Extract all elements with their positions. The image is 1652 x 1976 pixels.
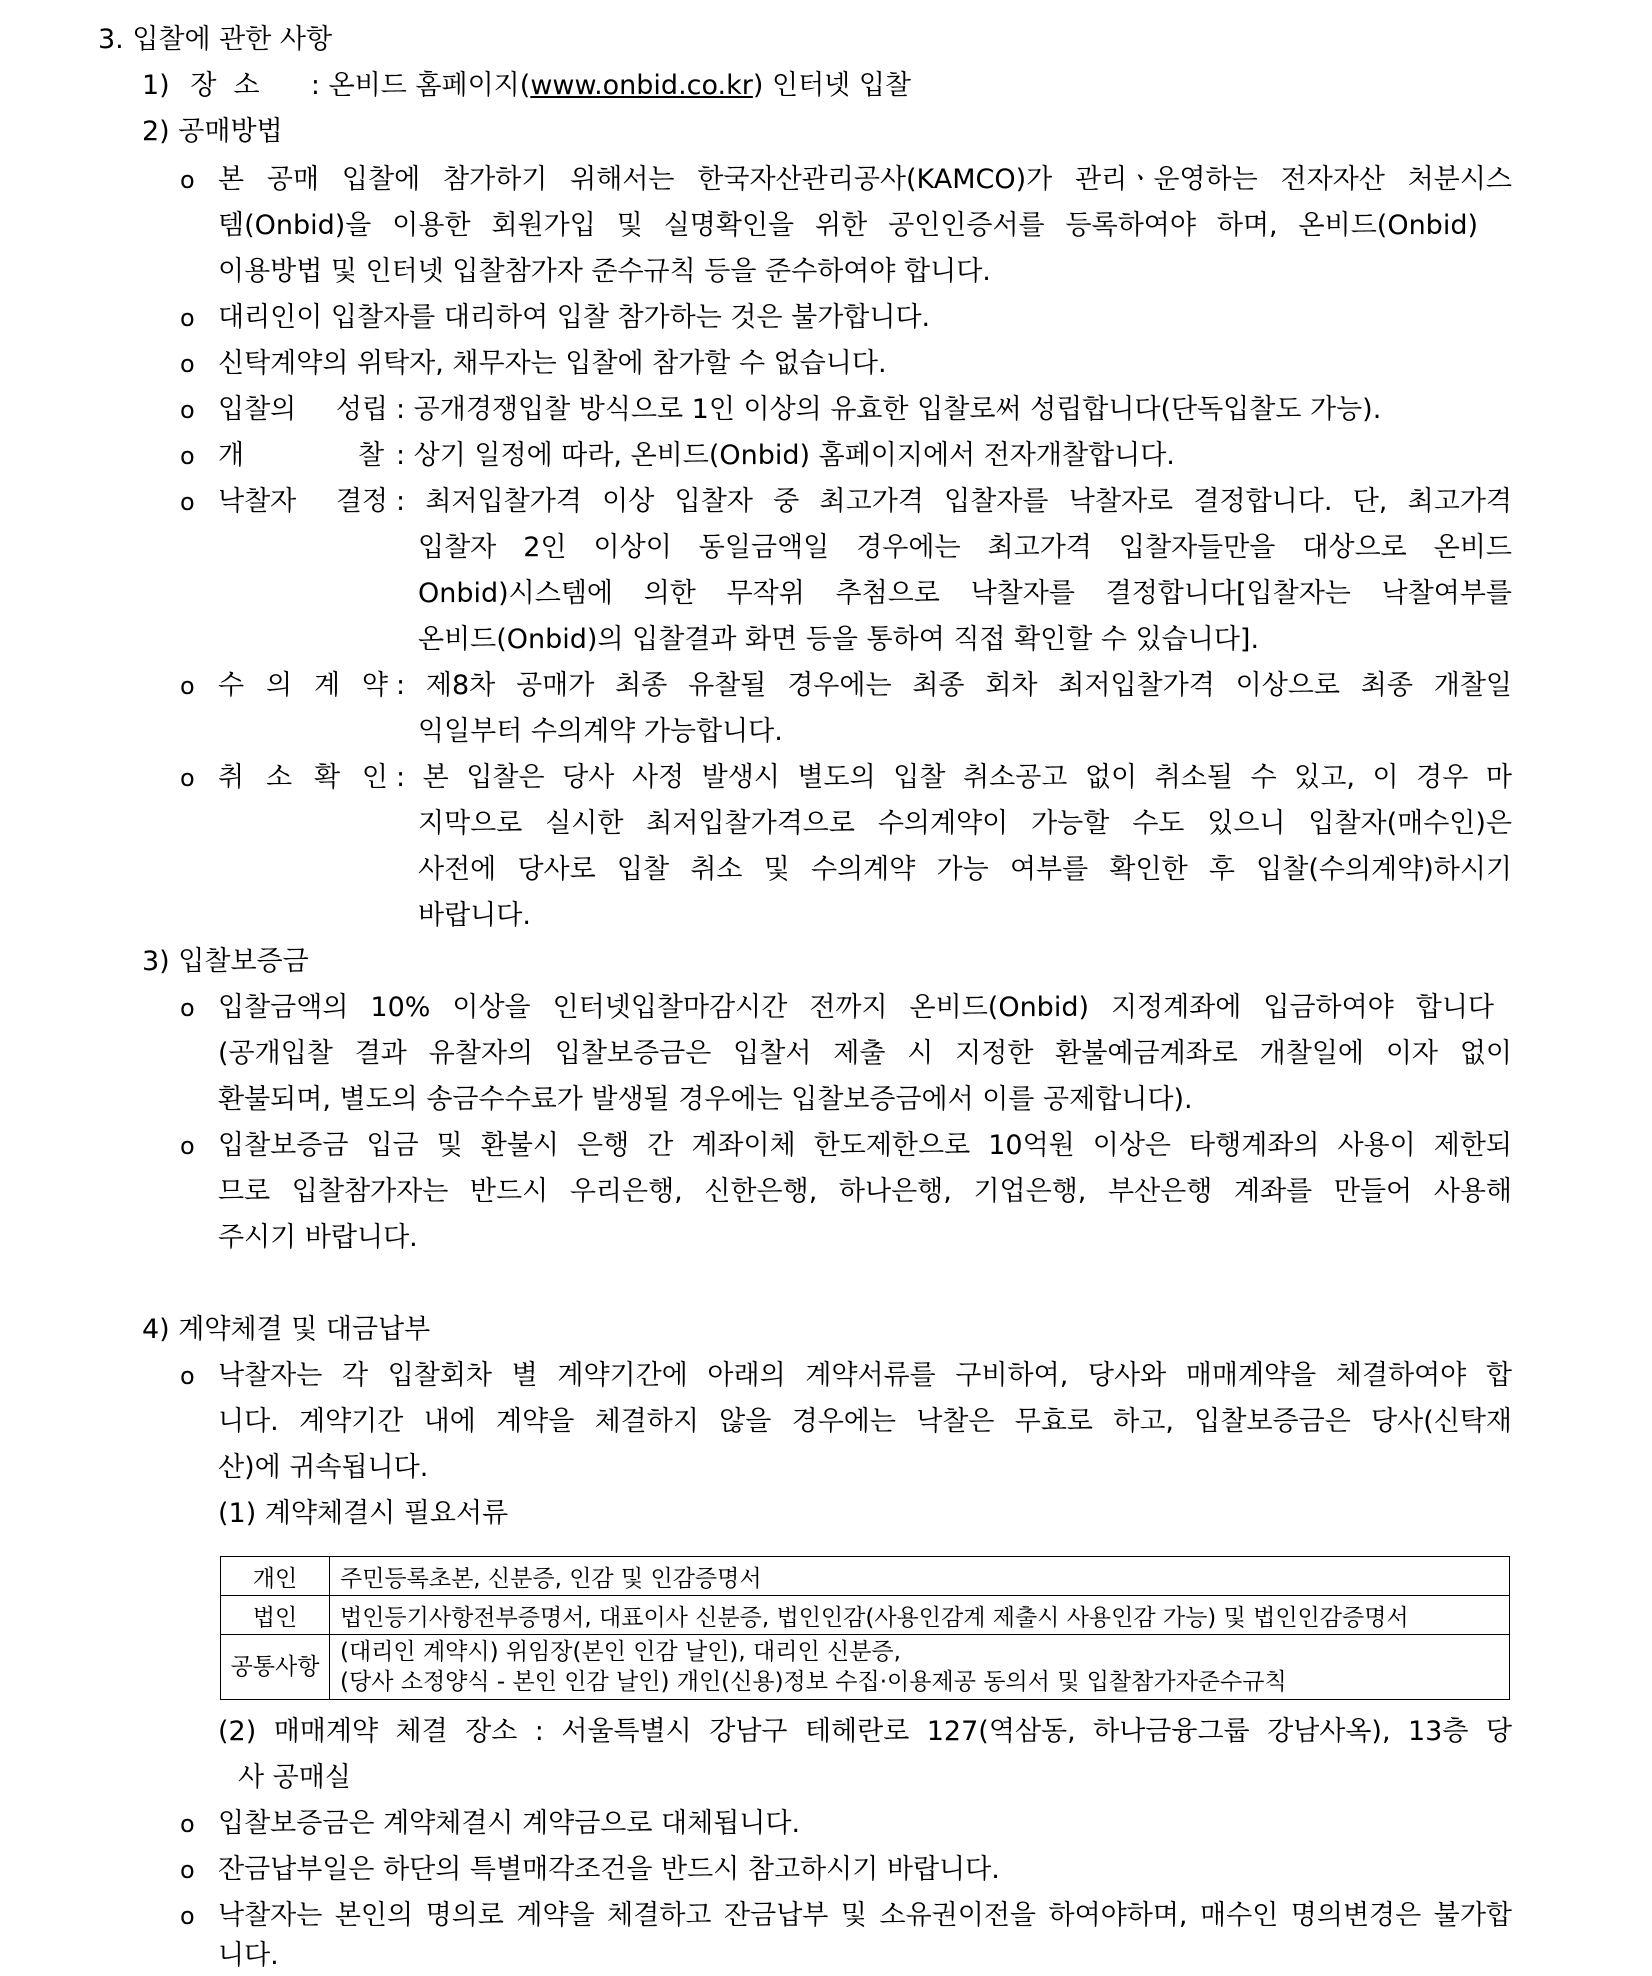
item2-b4-text: : 공개경쟁입찰 방식으로 1인 이상의 유효한 입찰로써 성립합니다(단독입찰도 가능). [396,394,1382,425]
item1-text-before: 온비드 홈페이지( [328,70,531,101]
table-row [221,1596,1510,1635]
item1-line [142,66,911,106]
item1-number: 1) [142,70,170,101]
item4-b2: 입찰보증금은 계약체결시 계약금으로 대체됩니다. [218,1808,801,1839]
item2-b6-line4: 온비드(Onbid)의 입찰결과 화면 등을 통하여 직접 확인할 수 있습니다]. [418,624,1260,655]
item4-b1-line2: 니다. 계약기간 내에 계약을 체결하지 않을 경우에는 낙찰은 무효로 하고, 입찰보증금은 당사(신탁재 [218,1406,1512,1437]
table-cell-line: (당사 소정양식 - 본인 인감 날인) 개인(신용)정보 수집·이용제공 동의서 및 입찰참가자준수규칙 [340,1669,1287,1695]
bullet-marker: o [180,488,195,516]
item3-b2-line3: 주시기 바랍니다. [218,1222,418,1253]
bullet-marker: o [180,994,195,1022]
item3-b1-line2: (공개입찰 결과 유찰자의 입찰보증금은 입찰서 제출 시 지정한 환불예금계좌로 개찰일에 이자 없이 [218,1038,1512,1069]
bullet-marker: o [180,1810,195,1838]
label-private-contract: 수 의 계 약 [218,670,388,701]
item3-b2-line1: 입찰보증금 입금 및 환불시 은행 간 계좌이체 한도제한으로 10억원 이상은 타행계좌의 사용이 제한되 [218,1130,1512,1161]
section-title: 3. 입찰에 관한 사항 [98,24,333,55]
item2-b5-text: : 상기 일정에 따라, 온비드(Onbid) 홈페이지에서 전자개찰합니다. [396,440,1175,471]
bullet-marker: o [180,442,195,470]
item2-heading: 2) 공매방법 [142,116,283,147]
item3-b1-line1: 입찰금액의 10% 이상을 인터넷입찰마감시간 전까지 온비드(Onbid) 지정계좌에 입금하여야 합니다 [218,992,1494,1023]
item4-b4-line2: 니다. [218,1940,279,1971]
item2-b6-line1: : 최저입찰가격 이상 입찰자 중 최고가격 입찰자를 낙찰자로 결정합니다. 단, 최고가격 [396,486,1512,517]
table-header-cell: 공통사항 [221,1635,330,1700]
table-cell-line: (대리인 계약시) 위임장(본인 인감 날인), 대리인 신분증, [340,1639,901,1665]
bullet-marker: o [180,1132,195,1160]
item4-b1-line3: 산)에 귀속됩니다. [218,1452,429,1483]
table-header-cell: 개인 [221,1557,330,1596]
item2-b8-line4: 바랍니다. [418,900,531,931]
bullet-marker: o [180,1856,195,1884]
item3-b2-line2: 므로 입찰참가자는 반드시 우리은행, 신한은행, 하나은행, 기업은행, 부산은행 계좌를 만들어 사용해 [218,1176,1512,1207]
required-documents-table [220,1556,1510,1700]
item4-b1-line1: 낙찰자는 각 입찰회차 별 계약기간에 아래의 계약서류를 구비하여, 당사와 매매계약을 체결하여야 합 [218,1360,1512,1391]
item4-sub2-line2: 사 공매실 [238,1762,351,1793]
label-winner-decision: 낙찰자 결정 [218,486,388,517]
bullet-marker: o [180,166,195,194]
table-row [221,1557,1510,1596]
table-cell [330,1635,1510,1700]
label-bid-formation: 입찰의 성립 [218,394,388,425]
item3-b1-line3: 환불되며, 별도의 송금수수료가 발생될 경우에는 입찰보증금에서 이를 공제합니다). [218,1084,1193,1115]
item1-text-after: ) 인터넷 입찰 [752,70,911,101]
item3-heading: 3) 입찰보증금 [142,946,309,977]
bullet-marker: o [180,672,195,700]
item2-b8-line2: 지막으로 실시한 최저입찰가격으로 수의계약이 가능할 수도 있으니 입찰자(매수인)은 [418,808,1512,839]
bullet-marker: o [180,396,195,424]
item1-label: 장 소 [190,70,260,101]
item2-b2: 대리인이 입찰자를 대리하여 입찰 참가하는 것은 불가합니다. [218,302,931,333]
bullet-marker: o [180,304,195,332]
item2-b7-line1: : 제8차 공매가 최종 유찰될 경우에는 최종 회차 최저입찰가격 이상으로 최종 개찰일 [396,670,1512,701]
item1-colon: : [310,70,321,101]
item2-b3: 신탁계약의 위탁자, 채무자는 입찰에 참가할 수 없습니다. [218,348,887,379]
item4-heading: 4) 계약체결 및 대금납부 [142,1314,431,1345]
table-cell: 법인등기사항전부증명서, 대표이사 신분증, 법인인감(사용인감계 제출시 사용인감 가능) 및 법인인감증명서 [330,1596,1510,1635]
table-row [221,1635,1510,1700]
bullet-marker: o [180,350,195,378]
item2-b8-line1: : 본 입찰은 당사 사정 발생시 별도의 입찰 취소공고 없이 취소될 수 있고, 이 경우 마 [396,762,1512,793]
item2-b7-line2: 익일부터 수의계약 가능합니다. [418,716,783,747]
item4-b3: 잔금납부일은 하단의 특별매각조건을 반드시 참고하시기 바랍니다. [218,1854,1000,1885]
item4-sub1-heading: (1) 계약체결시 필요서류 [218,1498,509,1529]
item2-b6-line3: Onbid)시스템에 의한 무작위 추첨으로 낙찰자를 결정합니다[입찰자는 낙찰여부를 [418,578,1512,609]
item2-b6-line2: 입찰자 2인 이상이 동일금액일 경우에는 최고가격 입찰자들만을 대상으로 온비드 [418,532,1512,563]
table-cell: 주민등록초본, 신분증, 인감 및 인감증명서 [330,1557,1510,1596]
item2-b1-line3: 이용방법 및 인터넷 입찰참가자 준수규칙 등을 준수하여야 합니다. [218,256,991,287]
label-opening-2: 찰 [358,440,385,471]
item2-b1-line1: 본 공매 입찰에 참가하기 위해서는 한국자산관리공사(KAMCO)가 관리ㆍ운영하는 전자자산 처분시스 [218,164,1512,195]
item4-sub2-line1: (2) 매매계약 체결 장소 : 서울특별시 강남구 테헤란로 127(역삼동, 하나금융그룹 강남사옥), 13층 당 [218,1716,1512,1747]
bullet-marker: o [180,1902,195,1930]
item2-b8-line3: 사전에 당사로 입찰 취소 및 수의계약 가능 여부를 확인한 후 입찰(수의계약)하시기 [418,854,1512,885]
item2-b1-line2: 템(Onbid)을 이용한 회원가입 및 실명확인을 위한 공인인증서를 등록하여야 하며, 온비드(Onbid) [218,210,1478,241]
label-cancel-confirm: 취 소 확 인 [218,762,388,793]
label-opening-1: 개 [218,440,245,471]
item4-b4-line1: 낙찰자는 본인의 명의로 계약을 체결하고 잔금납부 및 소유권이전을 하여야하며, 매수인 명의변경은 불가합 [218,1900,1512,1931]
onbid-link[interactable]: www.onbid.co.kr [530,70,753,101]
bullet-marker: o [180,1362,195,1390]
table-header-cell: 법인 [221,1596,330,1635]
bullet-marker: o [180,764,195,792]
